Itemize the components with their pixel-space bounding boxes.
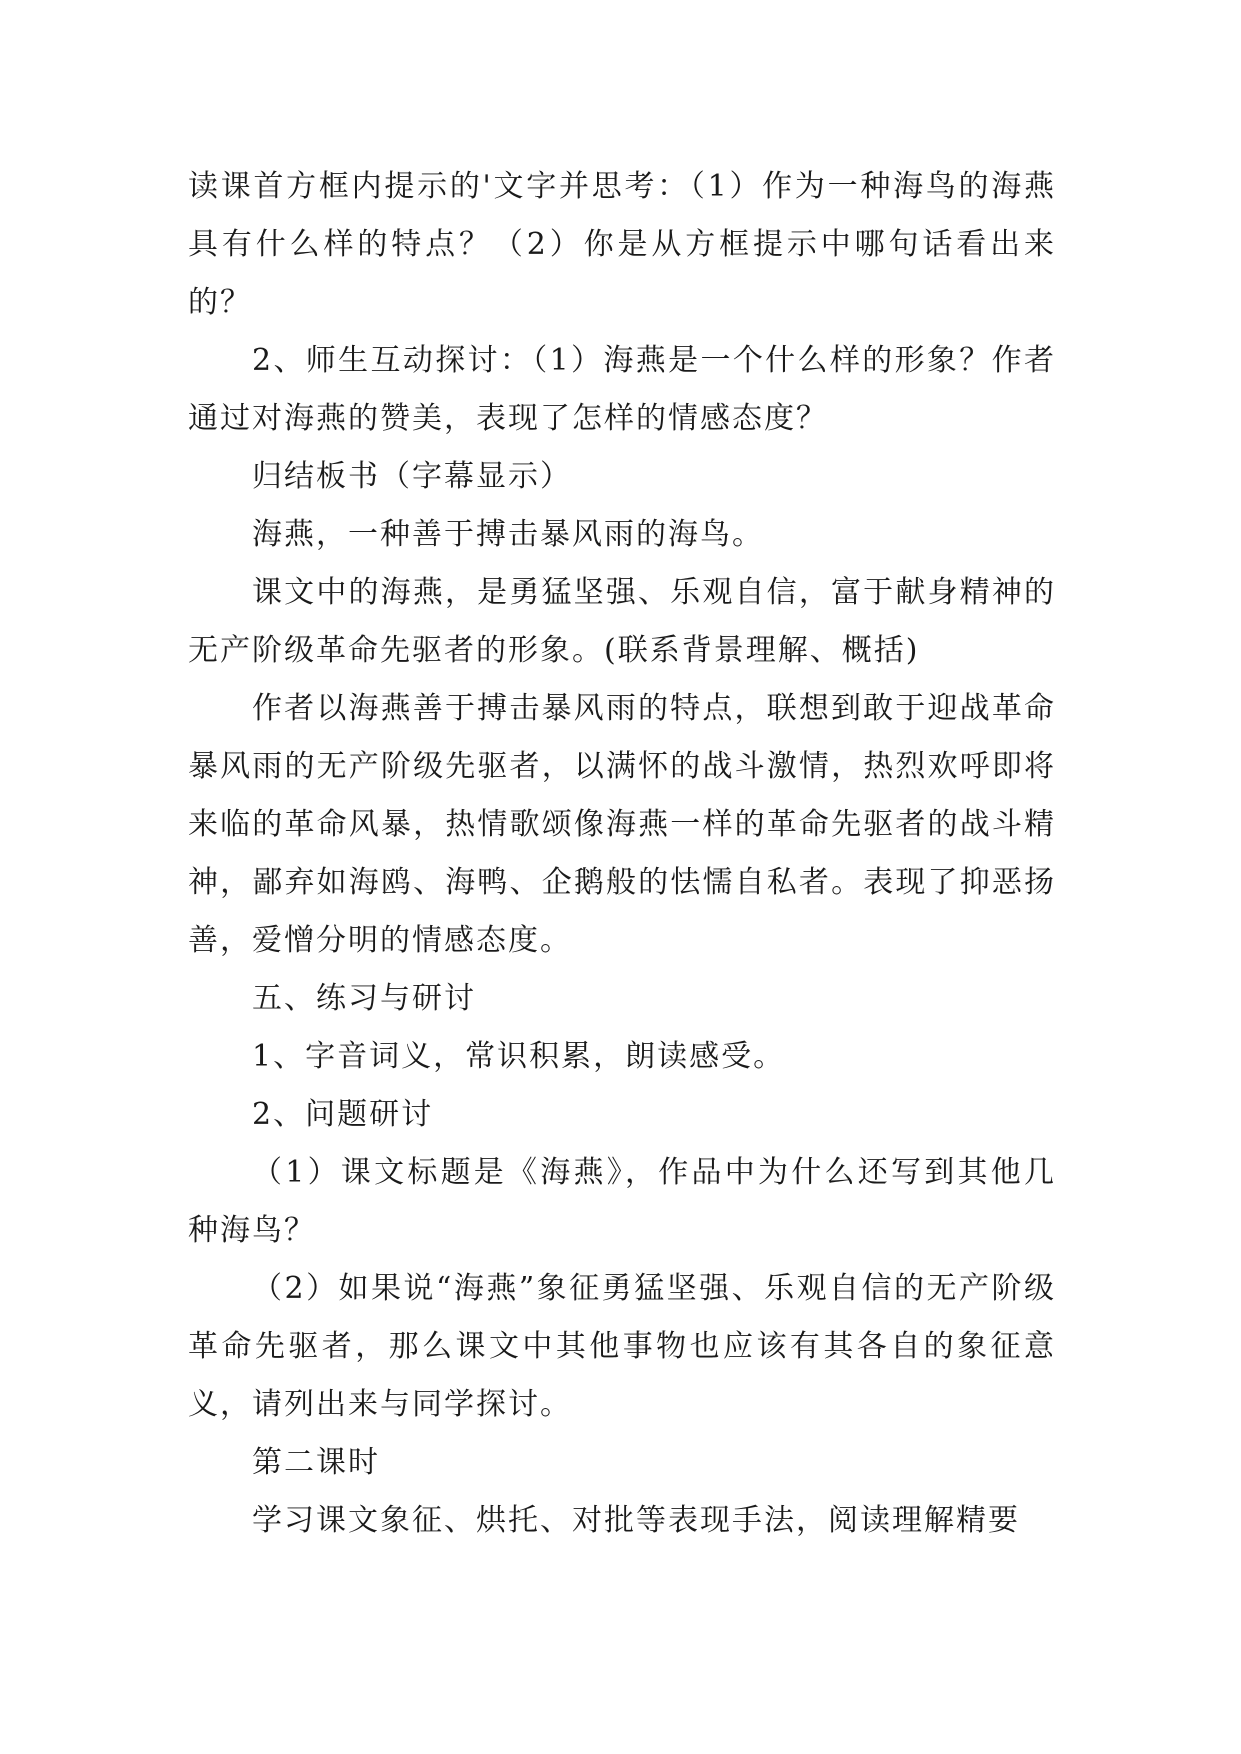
paragraph-exercise-one: 1、字音词义，常识积累，朗读感受。 [252, 1039, 786, 1074]
document-body [188, 158, 1056, 1550]
paragraph-question-two: （2）如果说“海燕”象征勇猛坚强、乐观自信的无产阶级革命先驱者，那么课文中其他事物也应该有其各自的象征意义，请列出来与同学探讨。 [188, 1271, 1056, 1422]
paragraph-interaction-discussion: 2、师生互动探讨：（1）海燕是一个什么样的形象？作者通过对海燕的赞美，表现了怎样的情感态度？ [188, 343, 1056, 436]
paragraph-summary-heading: 归结板书（字幕显示） [252, 459, 572, 494]
paragraph-second-lesson-goal: 学习课文象征、烘托、对批等表现手法，阅读理解精要 [252, 1503, 1020, 1538]
paragraph-reading-prompt: 读课首方框内提示的'文字并思考：（1）作为一种海鸟的海燕具有什么样的特点？（2）你是从方框提示中哪句话看出来的？ [188, 169, 1056, 320]
paragraph-exercise-two: 2、问题研讨 [252, 1097, 434, 1132]
paragraph-section-five-heading: 五、练习与研讨 [252, 981, 476, 1016]
paragraph-author-intent: 作者以海燕善于搏击暴风雨的特点，联想到敢于迎战革命暴风雨的无产阶级先驱者，以满怀的战斗激情，热烈欢呼即将来临的革命风暴，热情歌颂像海燕一样的革命先驱者的战斗精神，鄙弃如海鸥、海鸭、企鹅般的怯懦自私者。表现了抑恶扬善，爱憎分明的情感态度。 [188, 691, 1056, 958]
paragraph-petrel-image: 课文中的海燕，是勇猛坚强、乐观自信，富于献身精神的无产阶级革命先驱者的形象。(联系背景理解、概括) [188, 575, 1056, 668]
paragraph-second-lesson-heading: 第二课时 [252, 1445, 380, 1480]
paragraph-question-one: （1）课文标题是《海燕》，作品中为什么还写到其他几种海鸟？ [188, 1155, 1056, 1248]
paragraph-petrel-definition: 海燕，一种善于搏击暴风雨的海鸟。 [252, 517, 764, 552]
